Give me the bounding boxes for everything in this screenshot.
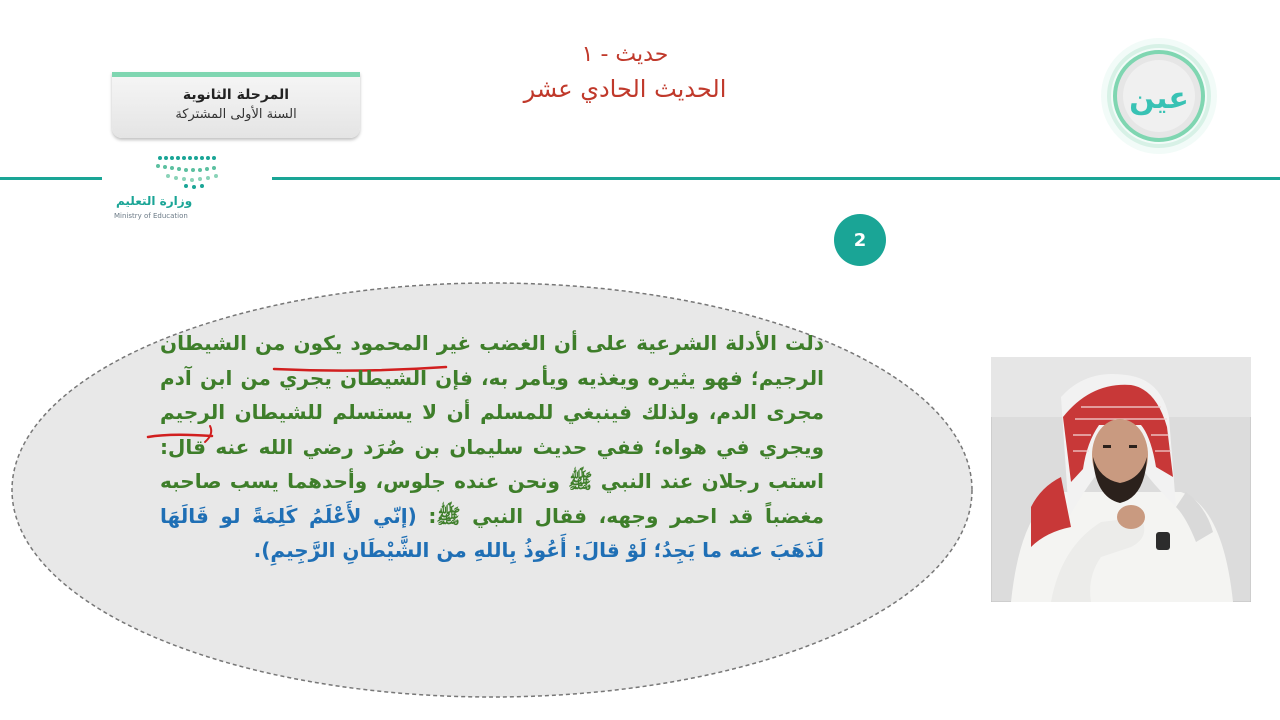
- ein-logo-text: عين: [1129, 81, 1189, 116]
- stage-title: المرحلة الثانوية: [182, 87, 290, 103]
- hadith-quote: (إنّي لأَعْلَمُ كَلِمَةً لو قَالَهَا لَذَهَبَ عنه ما يَجِدُ؛ لَوْ قالَ: أَعُوذُ بِاللهِ من الشَّيْطَانِ الرَّجِيمِ).: [160, 503, 824, 562]
- ministry-name-ar: وزارة التعليم: [116, 194, 193, 208]
- presenter-figure: [991, 357, 1251, 602]
- hadith-body: دلت الأدلة الشرعية على أن الغضب غير المحمود يكون من الشيطان الرجيم؛ فهو يثيره ويغذيه ويأمر به، فإن الشيطان يجري من ابن آدم مجرى الدم، ولذلك فينبغي للمسلم أن لا يستسلم للشيطان الرجيم ويجري في هواه؛ ففي حديث سليمان بن صُرَد رضي الله عنه قال: استب رجلان عند النبي ﷺ ونحن عنده جلوس، وأحدهما يسب صاحبه مغضباً قد احمر وجهه، فقال النبي ﷺ:: [160, 331, 825, 528]
- ministry-name-en: Ministry of Education: [114, 212, 188, 220]
- lesson-title: الحديث الحادي عشر: [523, 75, 727, 103]
- lesson-subtitle: حديث - ١: [581, 42, 669, 67]
- slide-number-badge: 2: [834, 214, 886, 266]
- hadith-paragraph: [160, 326, 824, 568]
- stage-year: السنة الأولى المشتركة: [175, 107, 297, 122]
- presenter-video: [991, 357, 1251, 602]
